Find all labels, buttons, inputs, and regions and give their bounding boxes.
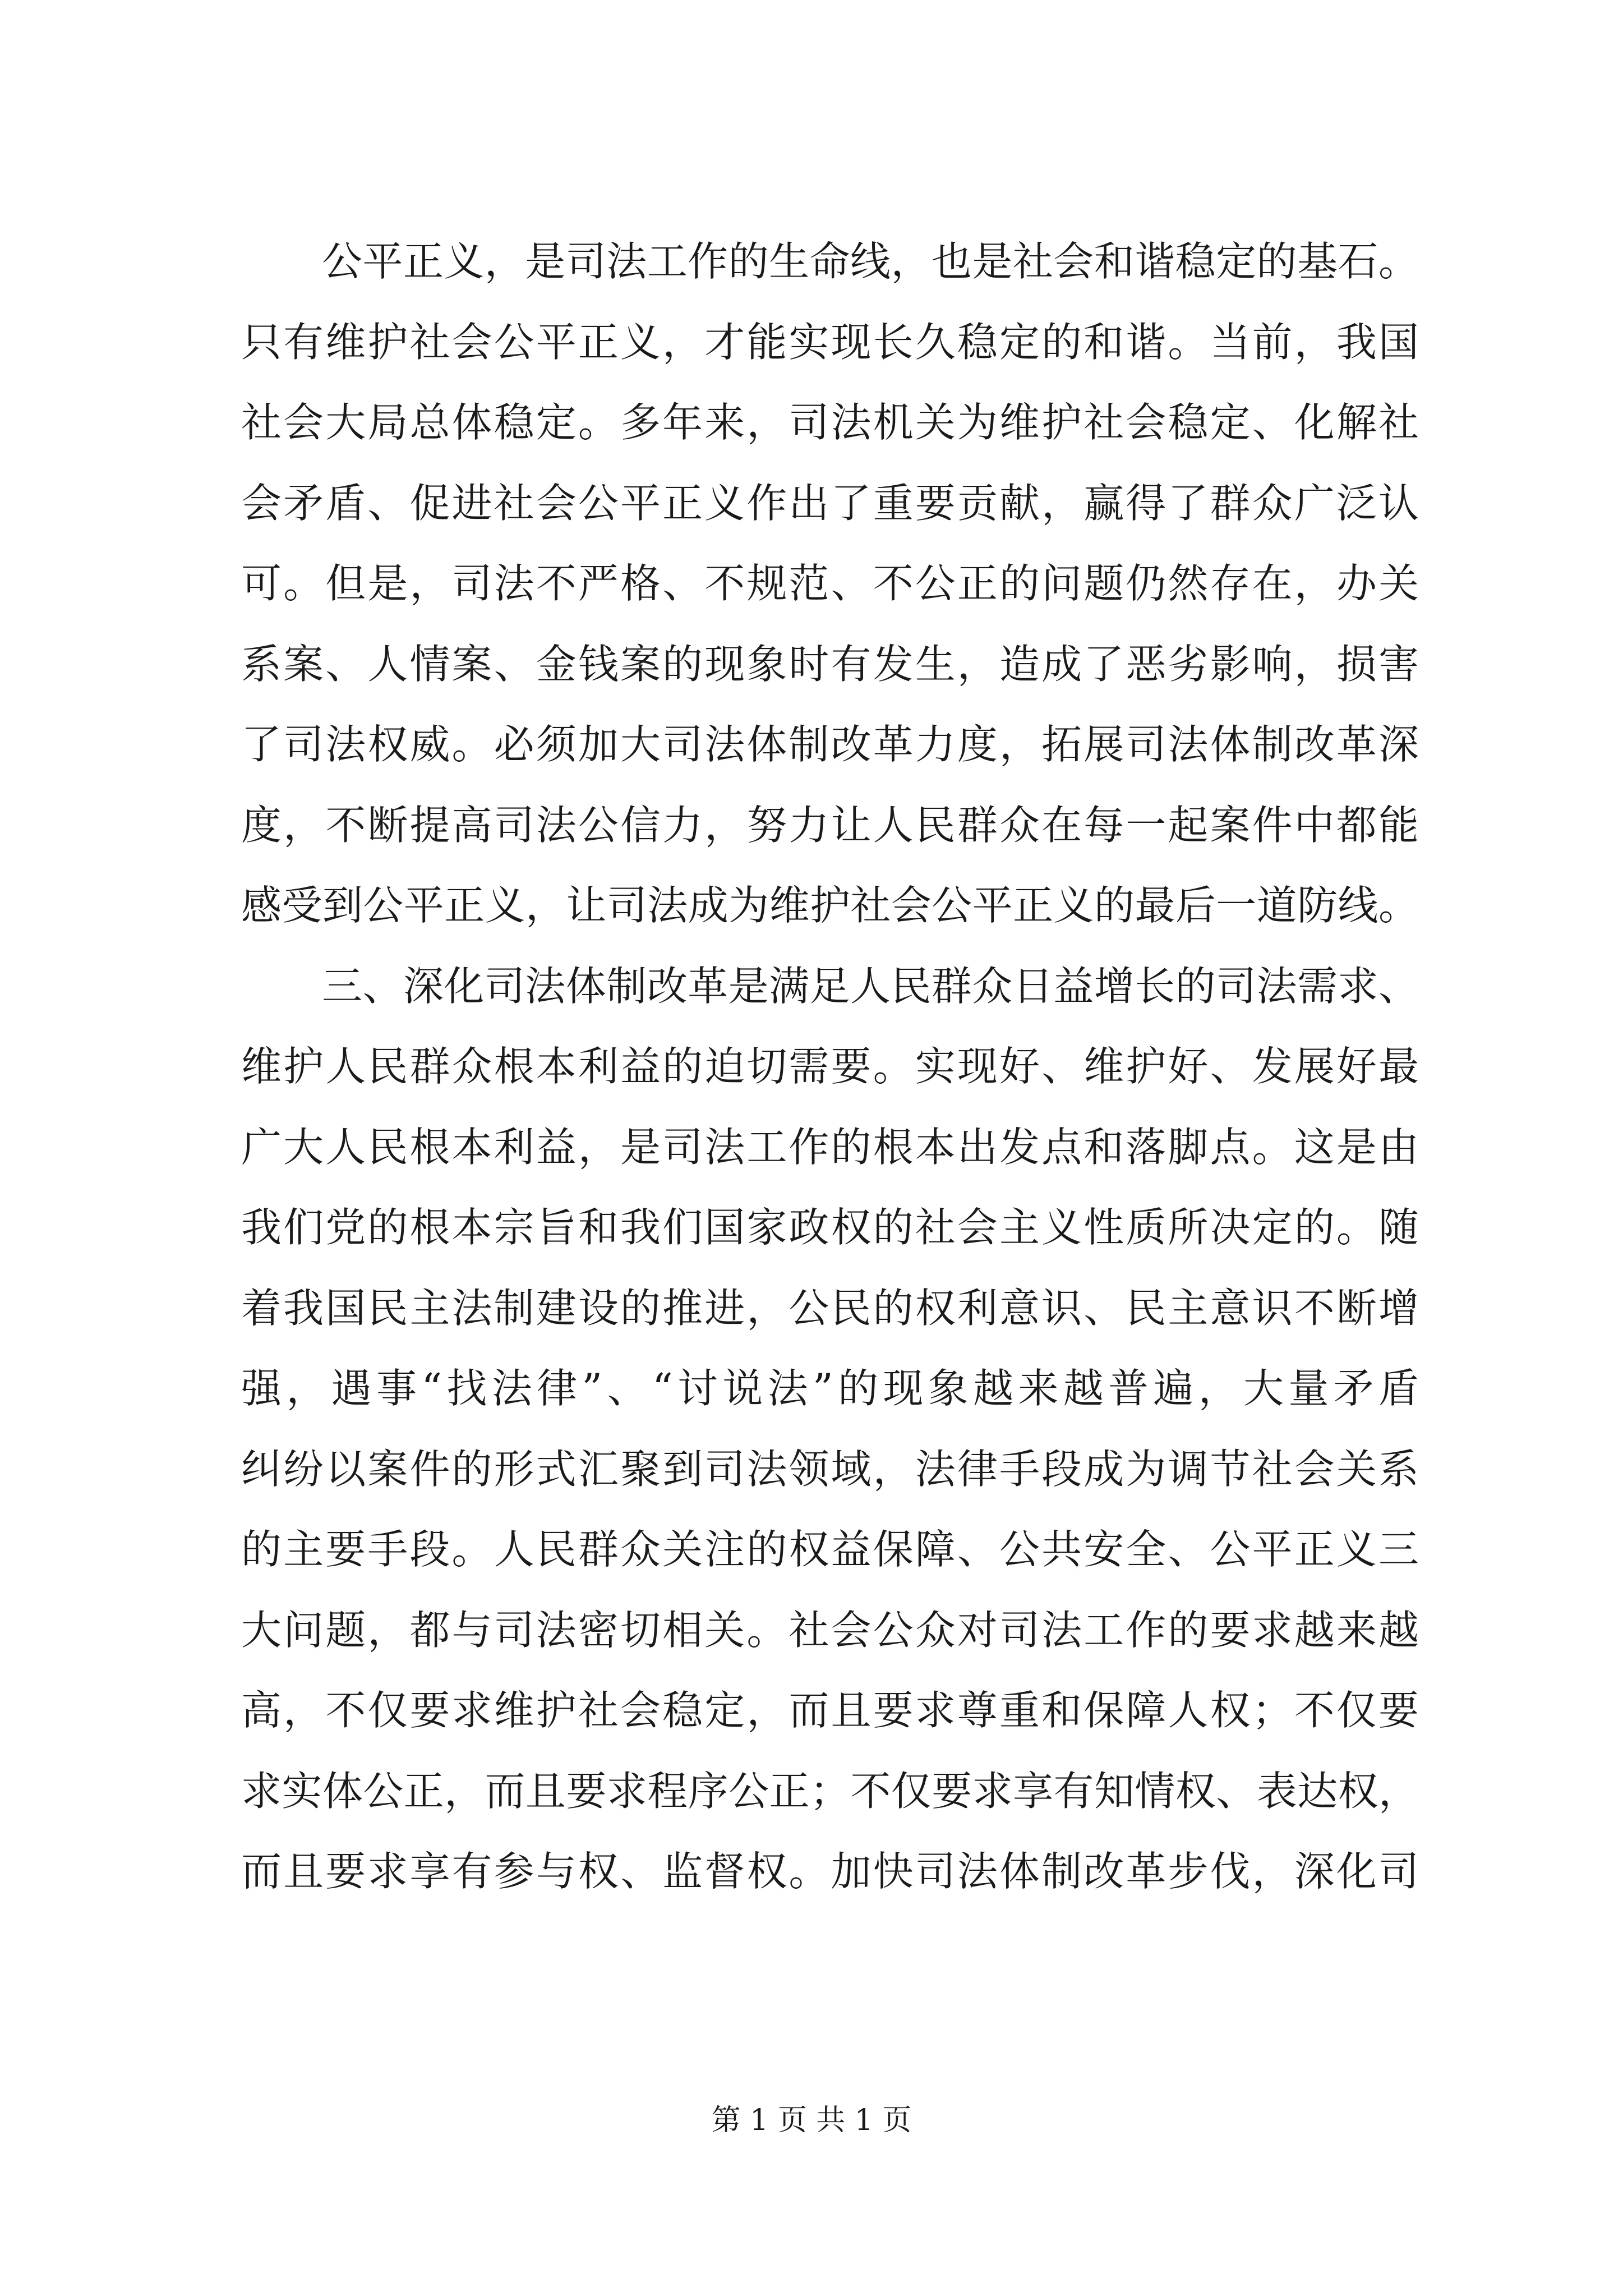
paragraph-1-line-9: 感受到公平正义，让司法成为维护社会公平正义的最后一道防线。 [241, 882, 1419, 929]
paragraph-2-line-4: 我们党的根本宗旨和我们国家政权的社会主义性质所决定的。随 [241, 1204, 1419, 1251]
paragraph-1-line-2: 只有维护社会公平正义，才能实现长久稳定的和谐。当前，我国 [241, 318, 1419, 366]
paragraph-1-line-4: 会矛盾、促进社会公平正义作出了重要贡献，赢得了群众广泛认 [241, 479, 1419, 527]
paragraph-2-line-5: 着我国民主法制建设的推进，公民的权利意识、民主意识不断增 [241, 1284, 1419, 1332]
document-body [241, 222, 1419, 1912]
paragraph-2-line-9: 大问题，都与司法密切相关。社会公众对司法工作的要求越来越 [241, 1606, 1419, 1654]
paragraph-2-line-6: 强，遇事“找法律”、“讨说法”的现象越来越普遍，大量矛盾 [241, 1365, 1419, 1412]
paragraph-2-line-11: 求实体公正，而且要求程序公正；不仅要求享有知情权、表达权， [241, 1767, 1419, 1815]
paragraph-1-line-8: 度，不断提高司法公信力，努力让人民群众在每一起案件中都能 [241, 801, 1419, 849]
paragraph-2-line-3: 广大人民根本利益，是司法工作的根本出发点和落脚点。这是由 [241, 1123, 1419, 1171]
paragraph-2-line-7: 纠纷以案件的形式汇聚到司法领域，法律手段成为调节社会关系 [241, 1445, 1419, 1493]
paragraph-1-line-5: 可。但是，司法不严格、不规范、不公正的问题仍然存在，办关 [241, 560, 1419, 607]
paragraph-2-line-2: 维护人民群众根本利益的迫切需要。实现好、维护好、发展好最 [241, 1043, 1419, 1090]
paragraph-2-line-12: 而且要求享有参与权、监督权。加快司法体制改革步伐，深化司 [241, 1848, 1419, 1895]
paragraph-2-line-10: 高，不仅要求维护社会稳定，而且要求尊重和保障人权；不仅要 [241, 1687, 1419, 1734]
paragraph-1-line-6: 系案、人情案、金钱案的现象时有发生，造成了恶劣影响，损害 [241, 640, 1419, 688]
page-number-footer: 第 1 页 共 1 页 [711, 2104, 912, 2137]
paragraph-2-line-8: 的主要手段。人民群众关注的权益保障、公共安全、公平正义三 [241, 1526, 1419, 1573]
paragraph-1-line-7: 了司法权威。必须加大司法体制改革力度，拓展司法体制改革深 [241, 721, 1419, 768]
paragraph-2-line-1: 三、深化司法体制改革是满足人民群众日益增长的司法需求、 [322, 962, 1419, 1010]
paragraph-1-line-3: 社会大局总体稳定。多年来，司法机关为维护社会稳定、化解社 [241, 399, 1419, 446]
paragraph-1-line-1: 公平正义，是司法工作的生命线，也是社会和谐稳定的基石。 [322, 238, 1419, 285]
